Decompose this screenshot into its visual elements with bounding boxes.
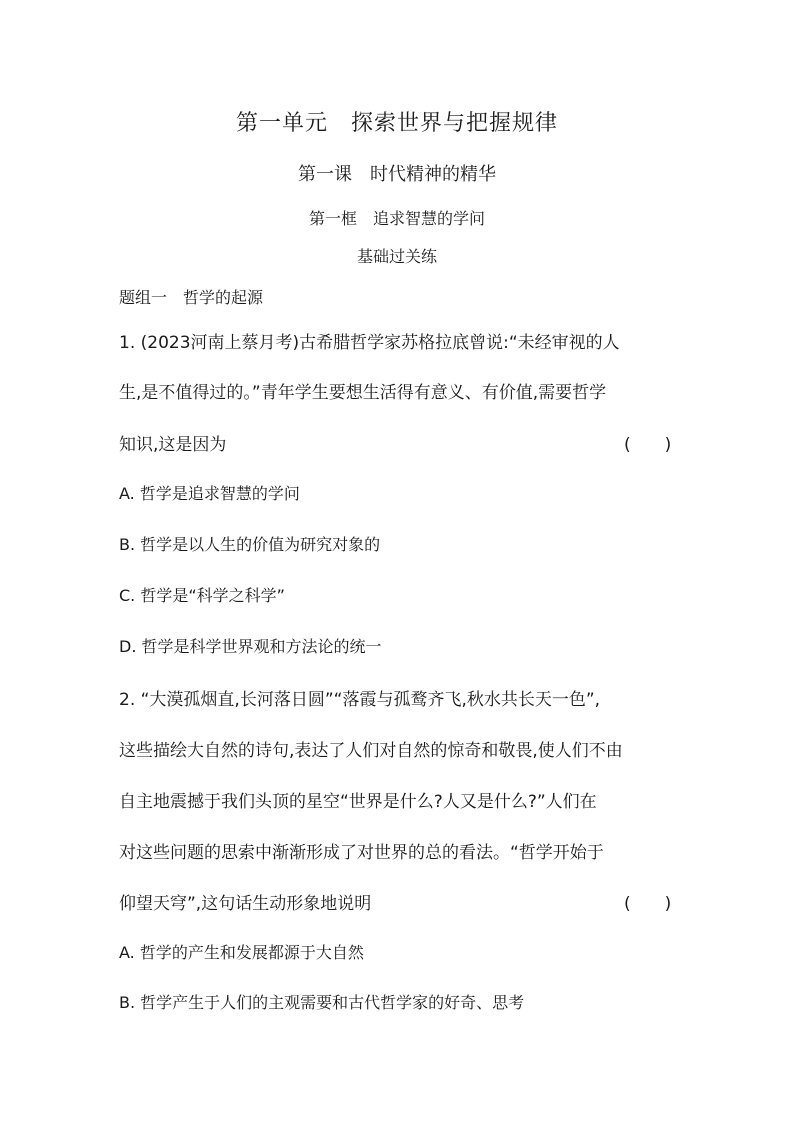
q1-line-3: 知识,这是因为 [119, 435, 227, 455]
q2-line-3: 自主地震撼于我们头顶的星空“世界是什么?人又是什么?”人们在 [119, 792, 597, 812]
q2-answer-paren: ( ) [624, 894, 672, 914]
q1-option-c: C. 哲学是“科学之科学” [119, 586, 285, 605]
lesson-title: 第一课 时代精神的精华 [298, 164, 496, 185]
q2-line-2: 这些描绘大自然的诗句,表达了人们对自然的惊奇和敬畏,使人们不由 [119, 741, 623, 761]
section-title: 第一框 追求智慧的学问 [308, 209, 485, 228]
q1-answer-paren: ( ) [624, 435, 672, 455]
exercise-title: 基础过关练 [356, 247, 437, 266]
group-title: 题组一 哲学的起源 [119, 288, 264, 307]
q2-line-5: 仰望天穹”,这句话生动形象地说明 [119, 894, 372, 914]
q1-option-d: D. 哲学是科学世界观和方法论的统一 [119, 637, 382, 656]
q1-option-b: B. 哲学是以人生的价值为研究对象的 [119, 535, 381, 554]
q1-line-1: 1. (2023河南上蔡月考)古希腊哲学家苏格拉底曾说:“未经审视的人 [119, 333, 620, 353]
q2-line-1: 2. “大漠孤烟直,长河落日圆”“落霞与孤鹜齐飞,秋水共长天一色”, [119, 690, 601, 710]
q1-line-2: 生,是不值得过的。”青年学生要想生活得有意义、有价值,需要哲学 [119, 383, 607, 403]
q2-option-b: B. 哲学产生于人们的主观需要和古代哲学家的好奇、思考 [119, 993, 525, 1012]
q1-option-a: A. 哲学是追求智慧的学问 [119, 484, 300, 503]
unit-title: 第一单元 探索世界与把握规律 [235, 111, 558, 136]
q2-line-4: 对这些问题的思索中渐渐形成了对世界的总的看法。“哲学开始于 [119, 843, 604, 863]
q2-option-a: A. 哲学的产生和发展都源于大自然 [119, 943, 364, 962]
